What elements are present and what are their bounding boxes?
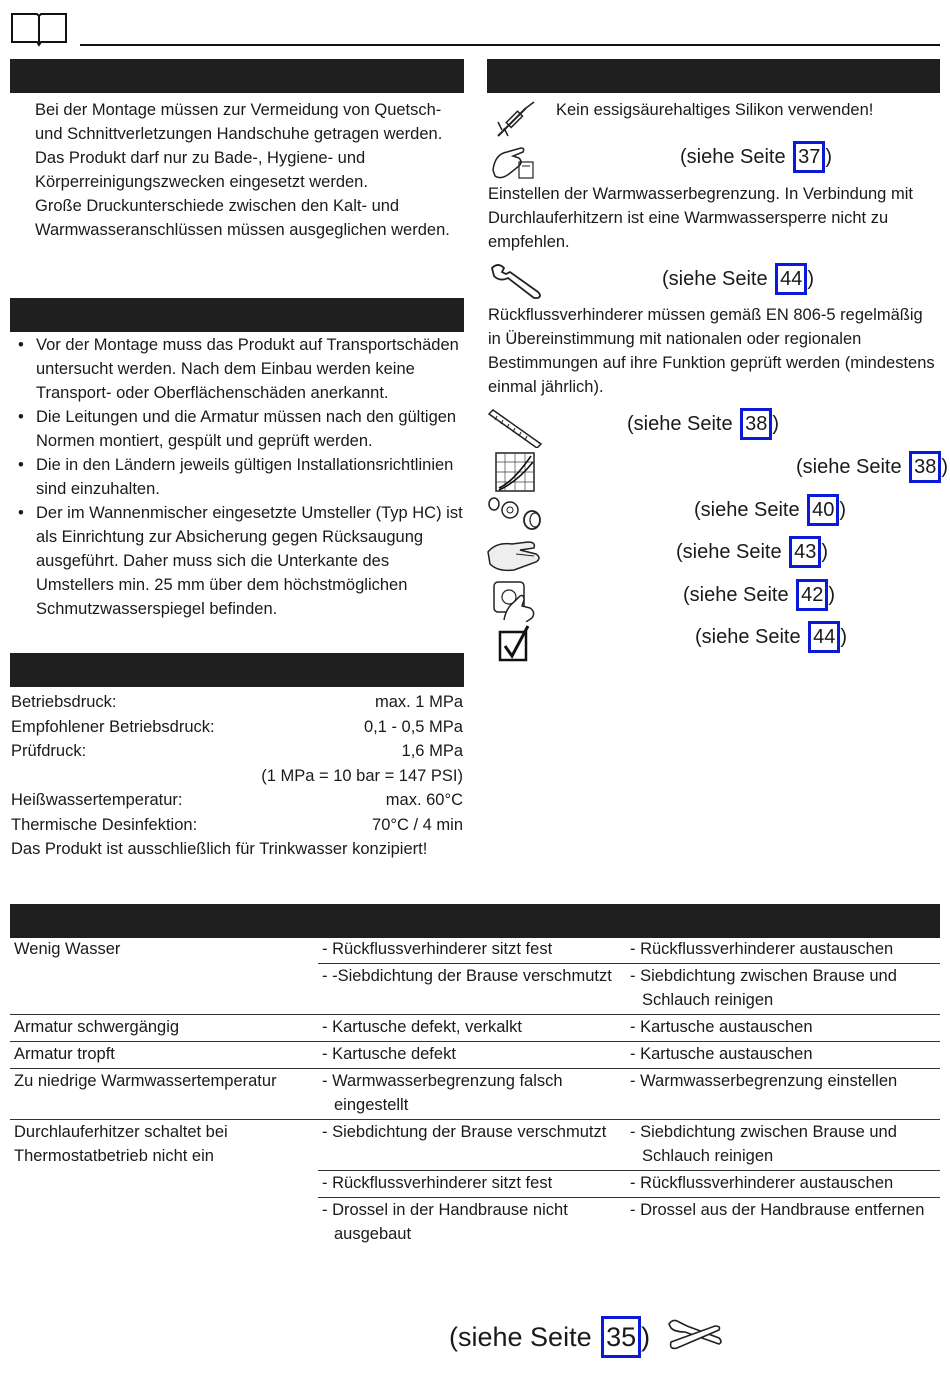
table-row <box>10 1069 940 1120</box>
problem-cell: Wenig Wasser <box>14 940 121 958</box>
remedy-cell <box>626 1198 940 1249</box>
page-ref-suffix: ) <box>941 456 949 478</box>
table-row <box>10 1042 940 1069</box>
page-ref <box>627 408 779 440</box>
problem-cell <box>10 1198 318 1249</box>
diagram-icon <box>495 452 535 492</box>
cause-cell <box>318 1171 626 1198</box>
remedy-cell <box>626 937 940 964</box>
hand-adjust-icon <box>489 140 537 184</box>
checkbox-icon <box>498 624 530 662</box>
page-ref-prefix: (siehe Seite <box>683 584 795 606</box>
spec-row <box>11 813 463 838</box>
remedy-text: - Rückflussverhinderer austauschen <box>630 940 894 958</box>
cause-text: - Kartusche defekt <box>322 1045 456 1063</box>
page-ref-suffix: ) <box>772 413 780 435</box>
spec-note: Das Produkt ist ausschließlich für Trinkwasser konzipiert! <box>11 840 428 858</box>
spec-row <box>11 739 463 764</box>
remedy-text: - Kartusche austauschen <box>630 1045 813 1063</box>
spec-label: Betriebsdruck: <box>11 693 117 711</box>
section-bar-right <box>487 59 940 93</box>
list-item: • Die in den Ländern jeweils gültigen Installationsrichtlinien sind einzuhalten. <box>12 453 465 501</box>
table-row <box>10 1198 940 1249</box>
page-ref-prefix: (siehe Seite <box>796 456 908 478</box>
problem-cell: Armatur schwergängig <box>10 1015 318 1042</box>
cause-text: - Kartusche defekt, verkalkt <box>322 1018 522 1036</box>
page-ref-prefix: (siehe Seite <box>662 268 774 290</box>
remedy-cell <box>626 1042 940 1069</box>
table-row <box>10 964 940 1015</box>
tools-icon <box>665 1318 725 1354</box>
install-notes-list <box>12 333 465 621</box>
page-ref-link[interactable]: 44 <box>808 621 840 653</box>
cause-cell <box>318 1015 626 1042</box>
table-row <box>10 937 940 964</box>
list-item: • Vor der Montage muss das Produkt auf Transportschäden untersucht werden. Nach dem Einbau werden keine Transport- oder Oberflächenschäden anerkannt. <box>12 333 465 405</box>
book-icon <box>10 10 68 48</box>
page-ref-link[interactable]: 42 <box>796 579 828 611</box>
page-ref-suffix: ) <box>825 146 833 168</box>
spec-label: Prüfdruck: <box>11 742 87 760</box>
page-ref-suffix: ) <box>840 626 848 648</box>
problem-cell <box>10 964 318 1015</box>
spec-value: (1 MPa = 10 bar = 147 PSI) <box>261 766 463 785</box>
remedy-text: - Warmwasserbegrenzung einstellen <box>630 1072 898 1090</box>
cause-cell <box>318 1069 626 1120</box>
remedy-cell <box>626 1120 940 1171</box>
page-ref-prefix: (siehe Seite <box>695 626 807 648</box>
silicone-gun-icon <box>492 100 536 140</box>
paragraph: Bei der Montage müssen zur Vermeidung von Quetsch- und Schnittverletzungen Handschuhe getragen werden. <box>35 101 443 143</box>
warmwasser-text: Einstellen der Warmwasserbegrenzung. In Verbindung mit Durchlauferhitzern ist eine Warmwassersperre nicht zu empfehlen. <box>488 185 913 251</box>
page-ref-link[interactable]: 40 <box>807 494 839 526</box>
page-ref-prefix: (siehe Seite <box>676 541 788 563</box>
list-item: • Der im Wannenmischer eingesetzte Umsteller (Typ HC) ist als Einrichtung zur Absicherung gegen Rücksaugung ausgeführt. Daher muss sich die Unterkante des Umstellers min. 25 mm über dem höchstmöglichen Schmutzwasserspiegel befinden. <box>12 501 465 621</box>
spec-row <box>11 690 463 715</box>
problem-cell: Durchlauferhitzer schaltet bei Thermostatbetrieb nicht ein <box>10 1120 318 1171</box>
page-ref-suffix: ) <box>641 1322 651 1352</box>
spec-value: max. 1 MPa <box>374 693 463 711</box>
page-ref-prefix: (siehe Seite <box>449 1322 600 1352</box>
cause-cell <box>318 1198 626 1249</box>
table-row <box>10 1120 940 1171</box>
spec-row <box>11 788 463 813</box>
cause-text: - Warmwasserbegrenzung falsch eingestellt <box>322 1072 563 1114</box>
remedy-cell <box>626 1069 940 1120</box>
spec-row <box>11 715 463 740</box>
remedy-text: - Siebdichtung zwischen Brause und Schlauch reinigen <box>630 967 897 1009</box>
cause-cell <box>318 1120 626 1171</box>
page-ref-link[interactable]: 44 <box>775 263 807 295</box>
rueckfluss-text: Rückflussverhinderer müssen gemäß EN 806-5 regelmäßig in Übereinstimmung mit nationalen oder regionalen Bestimmungen auf ihre Funktion geprüft werden (mindestens einmal jährlich). <box>488 306 935 396</box>
page-ref <box>796 451 948 483</box>
spec-value: 1,6 MPa <box>401 742 463 760</box>
section-bar-safety <box>10 59 464 93</box>
cause-cell <box>318 937 626 964</box>
page-ref-suffix: ) <box>807 268 815 290</box>
page-ref-link[interactable]: 38 <box>740 408 772 440</box>
silicone-warning: Kein essigsäurehaltiges Silikon verwenden! <box>556 101 874 119</box>
page-ref-prefix: (siehe Seite <box>694 499 806 521</box>
page-ref-link[interactable]: 35 <box>601 1316 641 1358</box>
page-ref-link[interactable]: 37 <box>793 141 825 173</box>
remedy-cell <box>626 964 940 1015</box>
cause-cell <box>318 964 626 1015</box>
problem-cell <box>10 1171 318 1198</box>
specs-table <box>11 690 463 862</box>
spec-row <box>11 764 463 789</box>
hand-tap-icon <box>490 578 540 622</box>
spec-value: 0,1 - 0,5 MPa <box>363 717 463 736</box>
page-ref-link[interactable]: 43 <box>789 536 821 568</box>
page-ref <box>662 263 814 295</box>
remedy-cell <box>626 1171 940 1198</box>
page-ref <box>680 141 832 173</box>
hand-cleaning-icon <box>486 536 544 574</box>
cause-text: - Siebdichtung der Brause verschmutzt <box>322 1123 607 1141</box>
page-ref-prefix: (siehe Seite <box>680 146 792 168</box>
parts-icon <box>486 494 544 532</box>
ruler-icon <box>487 408 543 448</box>
list-item: • Die Leitungen und die Armatur müssen nach den gültigen Normen montiert, gespült und geprüft werden. <box>12 405 465 453</box>
page-ref-link[interactable]: 38 <box>909 451 941 483</box>
paragraph: Große Druckunterschiede zwischen den Kalt- und Warmwasseranschlüssen müssen ausgeglichen werden. <box>35 197 450 239</box>
page-ref <box>694 494 846 526</box>
paragraph: Das Produkt darf nur zu Bade-, Hygiene- und Körperreinigungszwecken eingesetzt werden. <box>35 149 368 191</box>
problem-cell: Zu niedrige Warmwassertemperatur <box>10 1069 318 1120</box>
spec-label: Empfohlener Betriebsdruck: <box>11 717 215 736</box>
page-ref-suffix: ) <box>839 499 847 521</box>
table-row <box>10 1015 940 1042</box>
page-ref <box>676 536 828 568</box>
cause-text: - -Siebdichtung der Brause verschmutzt <box>322 967 612 985</box>
cause-text: - Drossel in der Handbrause nicht ausgebaut <box>322 1201 568 1243</box>
spec-value: max. 60°C <box>385 791 463 809</box>
footer-page-ref <box>449 1316 650 1358</box>
remedy-text: - Drossel aus der Handbrause entfernen <box>630 1201 925 1219</box>
section-bar-specs <box>10 653 464 687</box>
page-ref-suffix: ) <box>828 584 836 606</box>
problem-cell: Armatur tropft <box>10 1042 318 1069</box>
page-ref <box>683 579 835 611</box>
remedy-text: - Kartusche austauschen <box>630 1018 813 1036</box>
cause-text: - Rückflussverhinderer sitzt fest <box>322 1174 553 1192</box>
remedy-text: - Rückflussverhinderer austauschen <box>630 1174 894 1192</box>
cause-cell <box>318 1042 626 1069</box>
table-row <box>10 1171 940 1198</box>
remedy-text: - Siebdichtung zwischen Brause und Schlauch reinigen <box>630 1123 897 1165</box>
section-bar-install-notes <box>10 298 464 332</box>
troubleshooting-table <box>10 937 940 1248</box>
cause-text: - Rückflussverhinderer sitzt fest <box>322 940 553 958</box>
remedy-cell <box>626 1015 940 1042</box>
spec-label: Thermische Desinfektion: <box>11 815 198 834</box>
spec-label: Heißwassertemperatur: <box>11 791 183 809</box>
page-ref-suffix: ) <box>821 541 829 563</box>
wrench-icon <box>488 262 544 302</box>
safety-text <box>35 98 465 242</box>
page-ref <box>695 621 847 653</box>
spec-value: 70°C / 4 min <box>372 815 463 834</box>
header-rule <box>80 44 940 46</box>
section-bar-troubleshooting <box>10 904 940 938</box>
page-ref-prefix: (siehe Seite <box>627 413 739 435</box>
